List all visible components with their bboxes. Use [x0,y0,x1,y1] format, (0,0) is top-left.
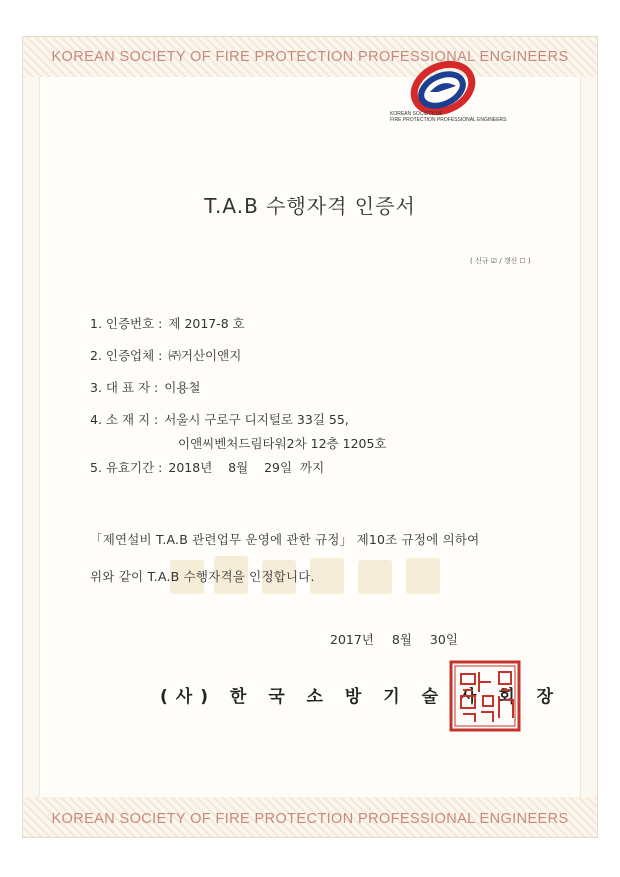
field-label: 4. 소 재 지 : [90,412,159,427]
issue-date [330,630,476,648]
field-value: 제 2017-8 호 [168,316,245,331]
field-label: 1. 인증번호 : [90,316,163,331]
field-value: 서울시 구로구 디지털로 33길 55, [164,412,349,427]
statement-line2: 위와 같이 T.A.B 수행자격을 인정합니다. [90,569,315,584]
footer-band-text: KOREAN SOCIETY OF FIRE PROTECTION PROFESSIONAL ENGINEERS [51,811,569,827]
logo-caption-line1: KOREAN SOCIETY OF [390,111,443,117]
official-seal-icon [449,660,521,732]
field-label: 3. 대 표 자 : [90,380,159,395]
field-value: 이앤씨벤처드림타워2차 12층 1205호 [178,436,387,451]
field-value: 이용철 [164,380,201,395]
field-value: 2018년 8월 29일 까지 [168,460,325,475]
header-band-text: KOREAN SOCIETY OF FIRE PROTECTION PROFESSIONAL ENGINEERS [51,49,569,65]
field-validity [90,458,324,476]
statement-line1: 「제연설비 T.A.B 관련업무 운영에 관한 규정」 제10조 규정에 의하여 [90,532,480,547]
issue-month: 8월 [391,632,412,647]
logo-caption-line2: FIRE PROTECTION PROFESSIONAL ENGINEERS [390,117,507,123]
field-value: ㈜거산이앤지 [168,348,242,363]
issue-year: 2017년 [330,632,374,647]
issuer-name: (사) 한 국 소 방 기 술 사 회 장 [160,687,562,707]
issue-type-status: ( 신규 ☑ / 갱신 ☐ ) [470,257,531,265]
field-company [90,346,241,364]
footer-band [23,797,597,837]
field-representative [90,378,201,396]
logo-caption [390,111,530,123]
field-address-line2 [178,434,387,452]
field-label: 5. 유효기간 : [90,460,163,475]
field-label: 2. 인증업체 : [90,348,163,363]
certificate-title: T.A.B 수행자격 인증서 [204,194,416,218]
field-address [90,410,349,428]
field-cert-number [90,314,245,332]
issue-day: 30일 [429,632,458,647]
